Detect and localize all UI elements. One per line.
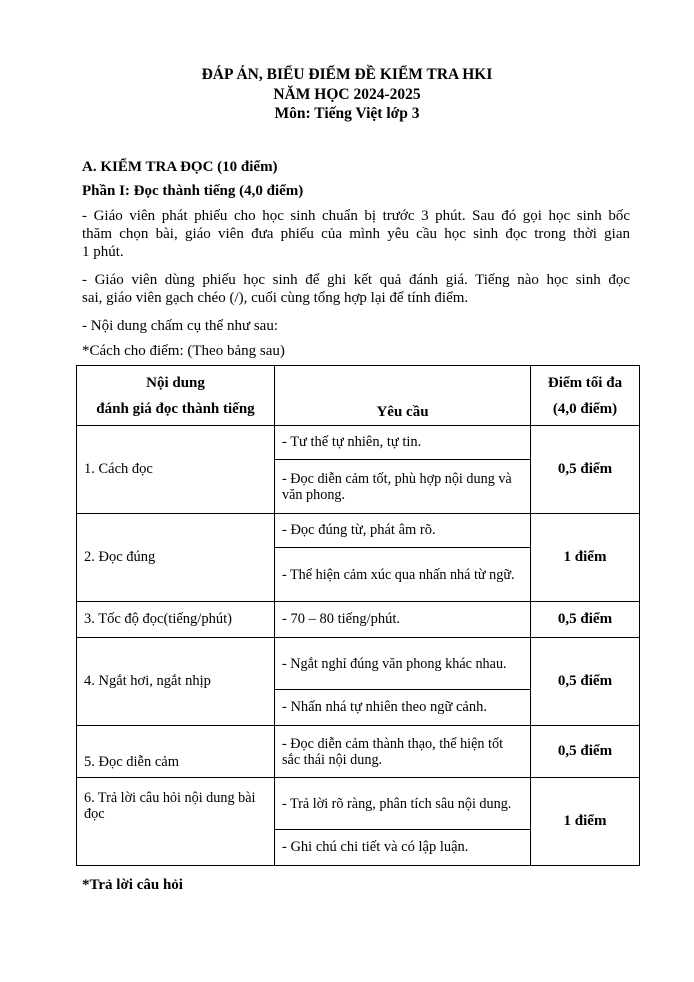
table-header-row [77, 366, 640, 426]
row1-name: 1. Cách đọc [77, 426, 275, 514]
row2-name: 2. Đọc đúng [77, 514, 275, 602]
row2-req1: - Đọc đúng từ, phát âm rõ. [275, 514, 531, 548]
row6-score: 1 điểm [531, 778, 640, 866]
row3-score: 0,5 điểm [531, 602, 640, 638]
para1-line2: thăm chọn bài, giáo viên đưa phiếu của mình yêu cầu học sinh đọc trong thời gian [82, 226, 630, 242]
para1-line1: - Giáo viên phát phiếu cho học sinh chuẩn bị trước 3 phút. Sau đó gọi học sinh bốc [82, 208, 630, 224]
row4-req2: - Nhấn nhá tự nhiên theo ngữ cảnh. [275, 690, 531, 726]
scoring-table [76, 365, 640, 866]
section-a-heading: A. KIỂM TRA ĐỌC (10 điểm) [82, 159, 278, 175]
doc-title-line1: ĐÁP ÁN, BIỂU ĐIỂM ĐỀ KIỂM TRA HKI [201, 66, 493, 83]
row6-req2: - Ghi chú chi tiết và có lập luận. [275, 830, 531, 866]
para1-line3: 1 phút. [82, 244, 124, 260]
row6-req1: - Trả lời rõ ràng, phân tích sâu nội dung. [275, 778, 531, 830]
para4: *Cách cho điểm: (Theo bảng sau) [82, 343, 285, 359]
row5-name: 5. Đọc diễn cảm [77, 726, 275, 778]
header-requirement: Yêu cầu [275, 366, 531, 426]
row3-name: 3. Tốc độ đọc(tiếng/phút) [77, 602, 275, 638]
table-row [77, 778, 640, 830]
table-row [77, 426, 640, 460]
row4-req1: - Ngắt nghỉ đúng văn phong khác nhau. [275, 638, 531, 690]
para3: - Nội dung chấm cụ thể như sau: [82, 318, 279, 334]
row2-score: 1 điểm [531, 514, 640, 602]
table-row [77, 514, 640, 548]
table-row [77, 602, 640, 638]
para2-line1: - Giáo viên dùng phiếu học sinh để ghi kết quả đánh giá. Tiếng nào học sinh đọc [82, 272, 630, 288]
footer-answer-heading: *Trả lời câu hỏi [82, 877, 183, 893]
row1-req2: - Đọc diễn cảm tốt, phù hợp nội dung và văn phong. [275, 460, 531, 514]
table-row [77, 638, 640, 690]
row4-name: 4. Ngắt hơi, ngắt nhịp [77, 638, 275, 726]
doc-title-line2: NĂM HỌC 2024-2025 [273, 86, 421, 103]
row2-req2: - Thể hiện cảm xúc qua nhấn nhá từ ngữ. [275, 548, 531, 602]
row6-name: 6. Trả lời câu hỏi nội dung bài đọc [77, 778, 275, 866]
header-max-score: Điểm tối đa (4,0 điểm) [531, 366, 640, 426]
para2-line2: sai, giáo viên gạch chéo (/), cuối cùng tổng hợp lại để tính điểm. [82, 290, 469, 306]
row4-score: 0,5 điểm [531, 638, 640, 726]
row1-score: 0,5 điểm [531, 426, 640, 514]
part1-heading: Phần I: Đọc thành tiếng (4,0 điểm) [82, 183, 304, 199]
row1-req1: - Tư thế tự nhiên, tự tin. [275, 426, 531, 460]
table-row [77, 726, 640, 778]
row5-req1: - Đọc diễn cảm thành thạo, thể hiện tốt sắc thái nội dung. [275, 726, 531, 778]
header-content: Nội dung đánh giá đọc thành tiếng [77, 366, 275, 426]
row5-score: 0,5 điểm [531, 726, 640, 778]
doc-title-line3: Môn: Tiếng Việt lớp 3 [274, 105, 420, 122]
row3-req1: - 70 – 80 tiếng/phút. [275, 602, 531, 638]
